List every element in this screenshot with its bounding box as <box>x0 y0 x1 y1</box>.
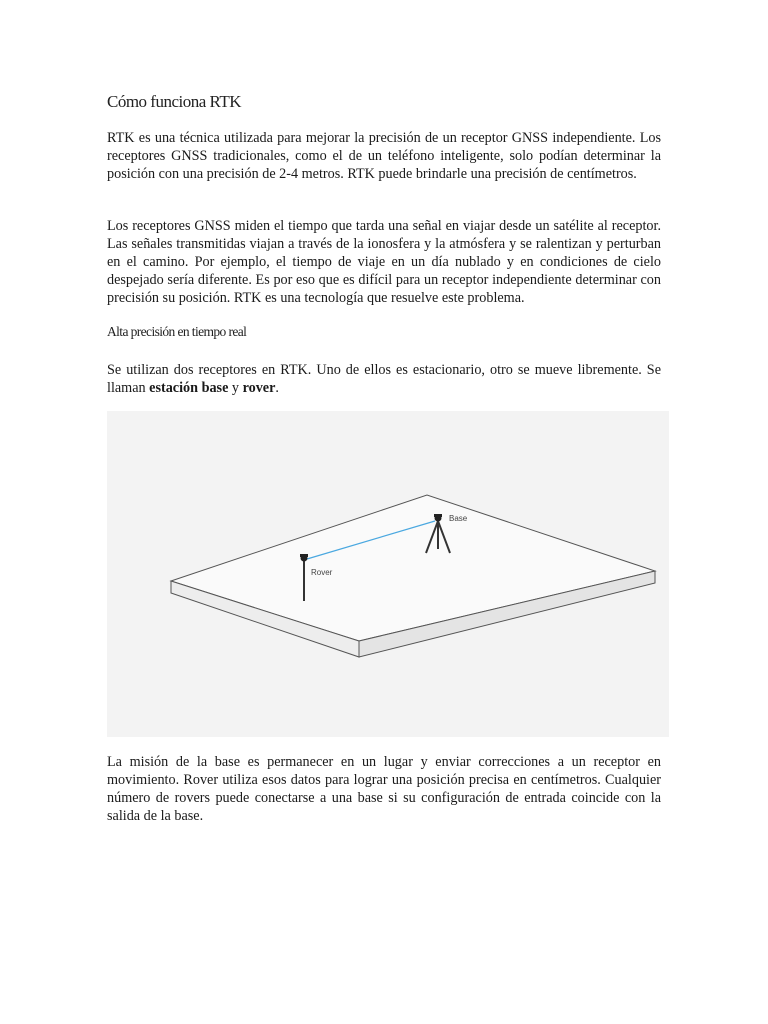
term-rover: rover <box>242 380 276 396</box>
page-title: Cómo funciona RTK <box>107 92 242 111</box>
receivers-text-before: Se utilizan dos receptores en RTK. Uno de ellos es estacionario, otro se mueve libremente. Se llaman <box>107 362 661 396</box>
receivers-text-after: . <box>275 380 279 396</box>
slab-top-face <box>171 495 655 641</box>
section-subtitle: Alta precisión en tiempo real <box>107 324 247 339</box>
rover-label: Rover <box>311 568 333 577</box>
receivers-text-middle: y <box>228 380 243 396</box>
paragraph-base-mission: La misión de la base es permanecer en un lugar y enviar correcciones a un receptor en movimiento. Rover utiliza esos datos para lograr una posición precisa en centímetros. Cualquier número de rovers puede conectarse a una base si su configuración de entrada coincide con la salida de la base. <box>107 754 661 824</box>
rtk-illustration <box>107 411 669 737</box>
base-label: Base <box>449 514 468 523</box>
rtk-diagram-svg <box>107 411 669 737</box>
paragraph-receivers <box>107 361 661 397</box>
term-base-station: estación base <box>149 380 229 396</box>
paragraph-intro: RTK es una técnica utilizada para mejorar la precisión de un receptor GNSS independiente. Los receptores GNSS tradicionales, como el de un teléfono inteligente, solo podían determinar la posición con una precisión de 2-4 metros. RTK puede brindarle una precisión de centímetros. <box>107 130 661 182</box>
paragraph-signal: Los receptores GNSS miden el tiempo que tarda una señal en viajar desde un satélite al receptor. Las señales transmitidas viajan a través de la ionosfera y la atmósfera y se ralentizan y perturban en el camino. Por ejemplo, el tiempo de viaje en un día nublado y en condiciones de cielo despejado sería diferente. Es por eso que es difícil para un receptor independiente determinar con precisión su posición. RTK es una tecnología que resuelve este problema. <box>107 218 661 306</box>
